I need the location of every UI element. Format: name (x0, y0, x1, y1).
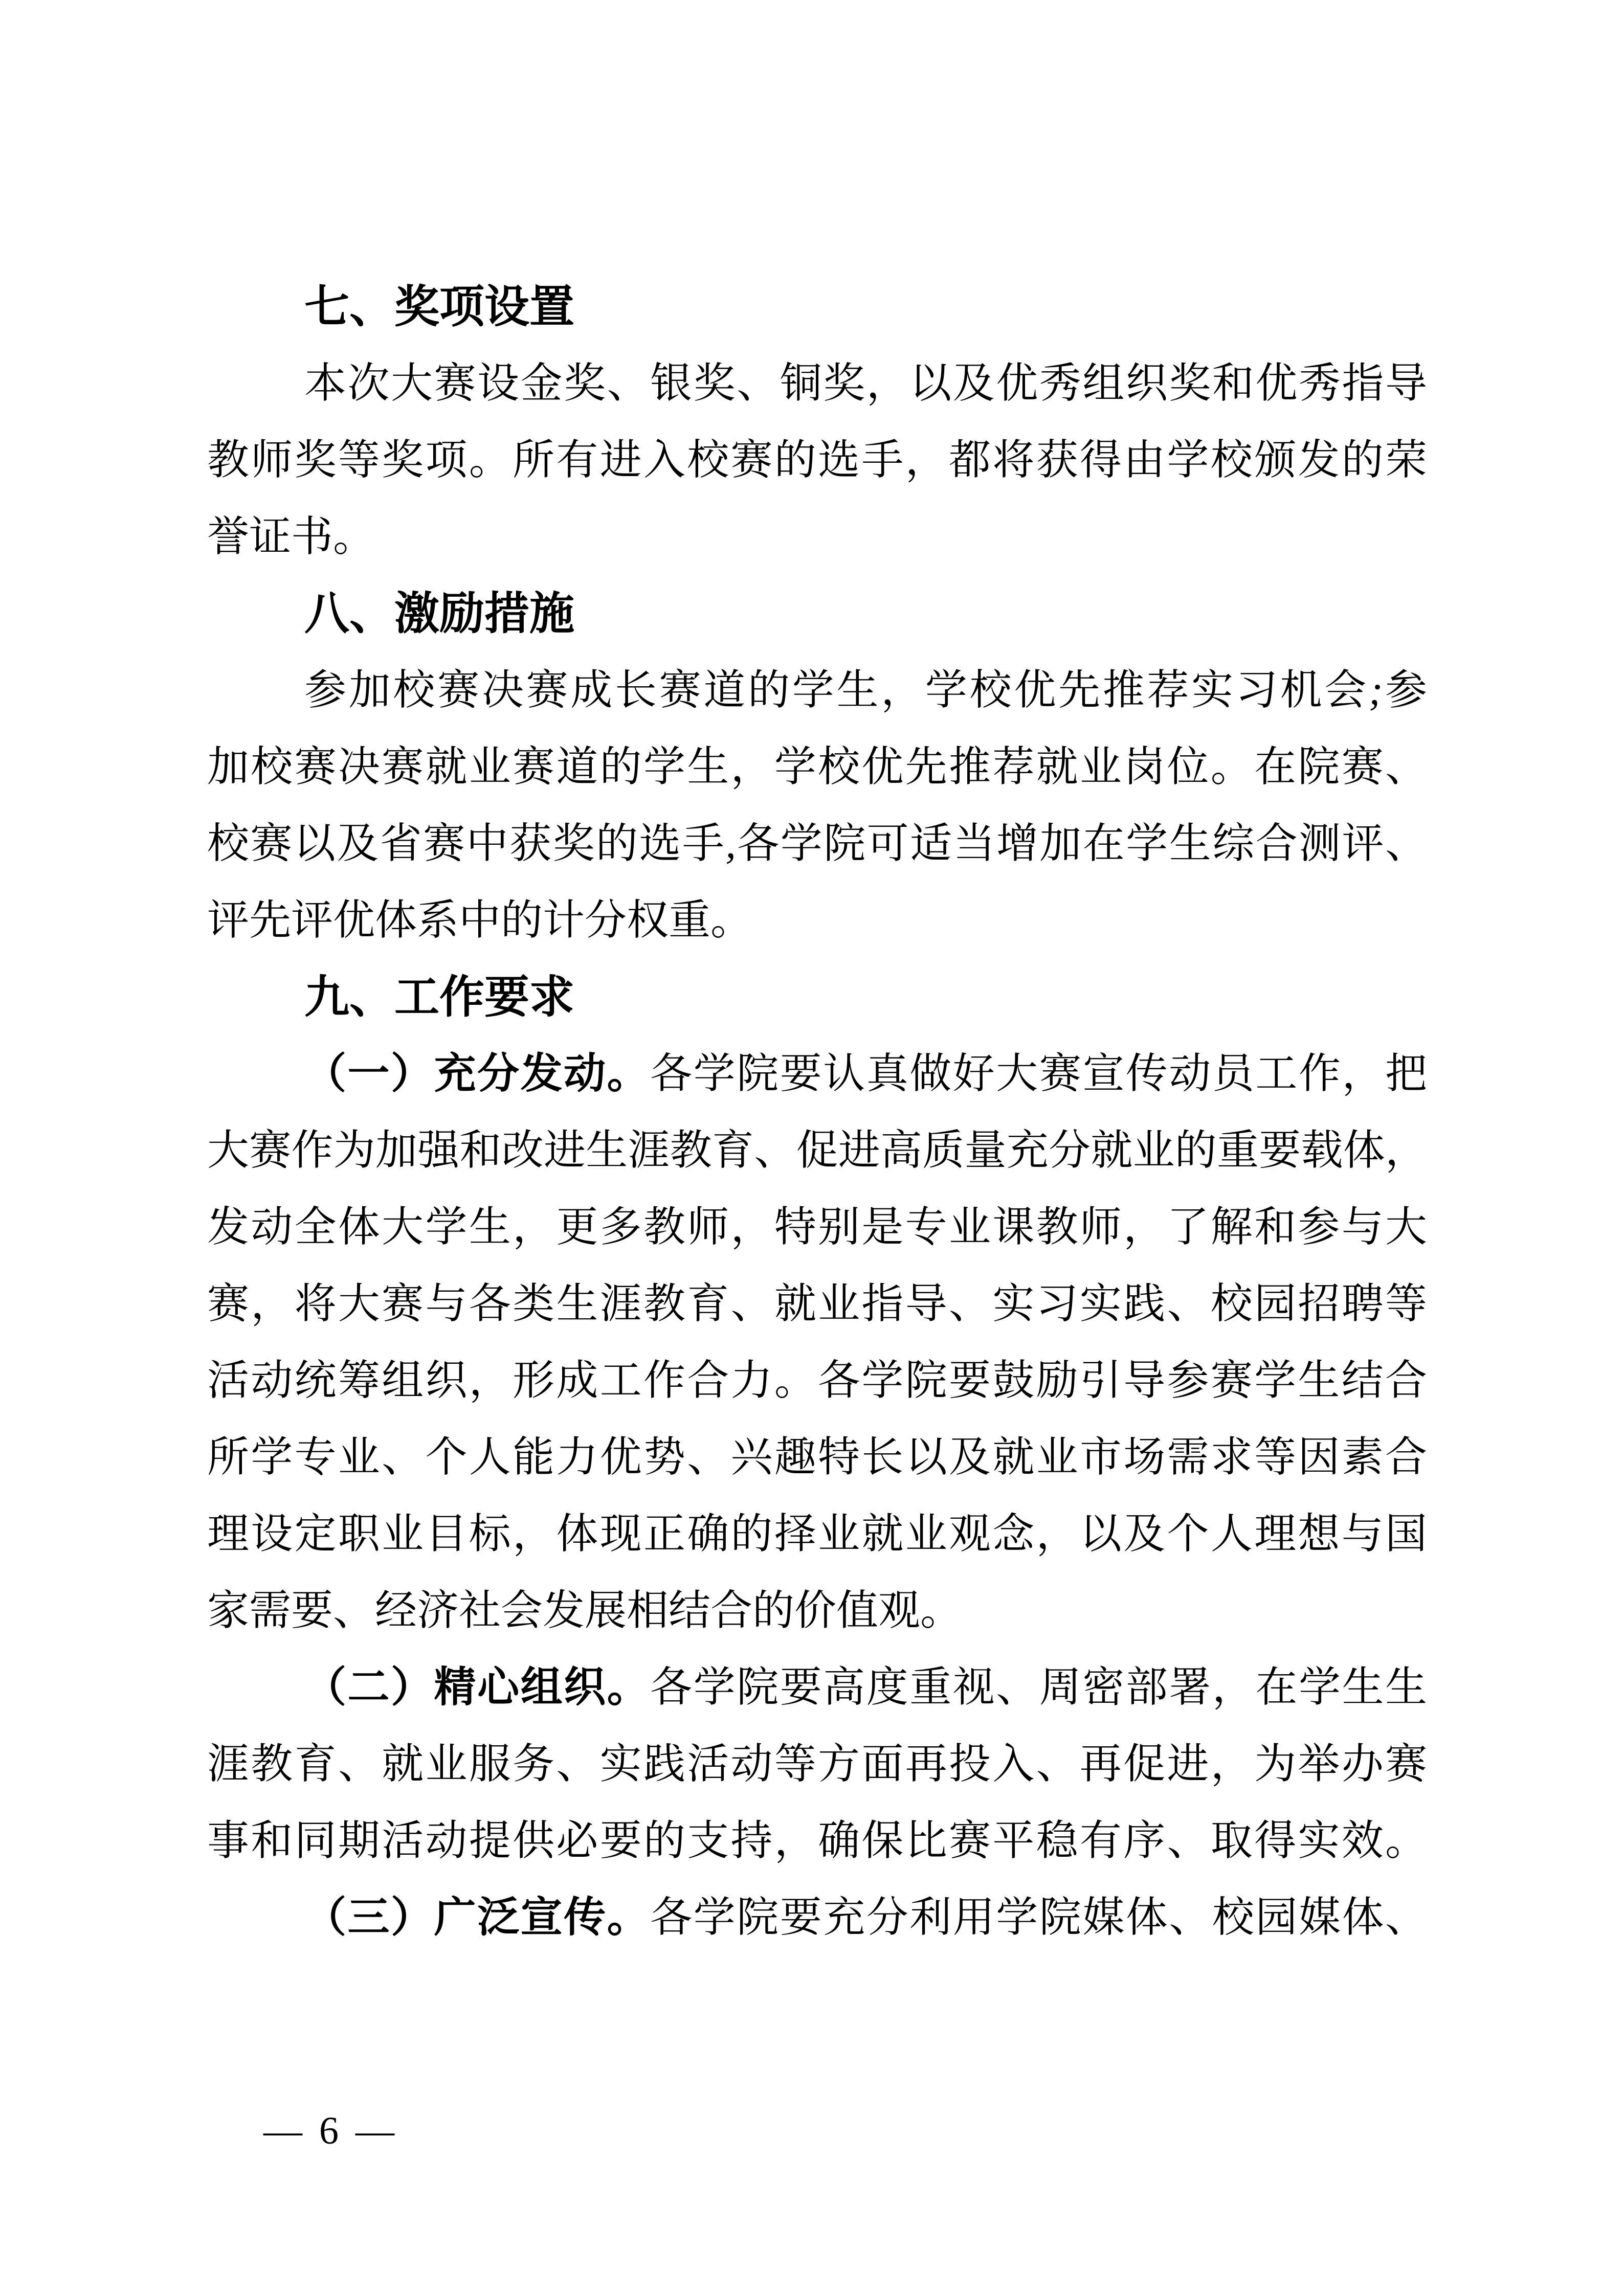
line-text: 家需要、经济社会发展相结合的价值观。 (207, 1587, 963, 1634)
paragraph-line (207, 1342, 1427, 1419)
line-text: 评先评优体系中的计分权重。 (207, 897, 753, 943)
paragraph-line (207, 882, 1427, 959)
subsection-lead: （二）精心组织。 (304, 1664, 651, 1710)
paragraph-line (207, 1803, 1427, 1879)
subsection-lead: （一）充分发动。 (304, 1050, 651, 1097)
paragraph-line (207, 1266, 1427, 1342)
line-text: 理设定职业目标，体现正确的择业就业观念，以及个人理想与国 (207, 1511, 1427, 1557)
paragraph-line (207, 1572, 1427, 1649)
line-text: 加校赛决赛就业赛道的学生，学校优先推荐就业岗位。在院赛、 (207, 744, 1427, 790)
paragraph-line (207, 729, 1427, 805)
paragraph-line (207, 1649, 1427, 1726)
paragraph-line (207, 1036, 1427, 1112)
page-number: — 6 — (263, 2109, 394, 2152)
paragraph-line (207, 805, 1427, 882)
line-text: 各学院要高度重视、周密部署，在学生生 (650, 1664, 1427, 1710)
line-text: 各学院要认真做好大赛宣传动员工作，把 (650, 1050, 1427, 1097)
paragraph-line (207, 1726, 1427, 1803)
line-text: 发动全体大学生，更多教师，特别是专业课教师，了解和参与大 (207, 1204, 1427, 1250)
line-text: 本次大赛设金奖、银奖、铜奖，以及优秀组织奖和优秀指导 (304, 360, 1427, 407)
paragraph-line (207, 1419, 1427, 1496)
line-text: 参加校赛决赛成长赛道的学生，学校优先推荐实习机会;参 (304, 667, 1427, 713)
paragraph-line (207, 499, 1427, 575)
line-text: 大赛作为加强和改进生涯教育、促进高质量充分就业的重要载体， (207, 1127, 1427, 1174)
paragraph-line (207, 422, 1427, 499)
section-heading-awards: 七、奖项设置 (304, 280, 575, 333)
document-body (207, 268, 1427, 1956)
section-heading-incentives: 八、激励措施 (304, 587, 575, 640)
section-heading-requirements: 九、工作要求 (304, 971, 575, 1023)
line-text: 赛，将大赛与各类生涯教育、就业指导、实习实践、校园招聘等 (207, 1280, 1427, 1327)
paragraph-line (207, 652, 1427, 729)
subsection-lead: （三）广泛宣传。 (304, 1894, 651, 1941)
paragraph-line (207, 345, 1427, 422)
line-text: 事和同期活动提供必要的支持，确保比赛平稳有序、取得实效。 (207, 1817, 1427, 1864)
paragraph-line (207, 1112, 1427, 1189)
paragraph-line (207, 1496, 1427, 1572)
line-text: 各学院要充分利用学院媒体、校园媒体、 (650, 1894, 1427, 1941)
line-text: 教师奖等奖项。所有进入校赛的选手，都将获得由学校颁发的荣 (207, 437, 1427, 483)
line-text: 校赛以及省赛中获奖的选手,各学院可适当增加在学生综合测评、 (207, 820, 1427, 867)
line-text: 誉证书。 (207, 513, 375, 560)
line-text: 所学专业、个人能力优势、兴趣特长以及就业市场需求等因素合 (207, 1434, 1427, 1480)
line-text: 涯教育、就业服务、实践活动等方面再投入、再促进，为举办赛 (207, 1741, 1427, 1787)
paragraph-line (207, 1189, 1427, 1266)
line-text: 活动统筹组织，形成工作合力。各学院要鼓励引导参赛学生结合 (207, 1357, 1427, 1404)
paragraph-line (207, 1879, 1427, 1956)
